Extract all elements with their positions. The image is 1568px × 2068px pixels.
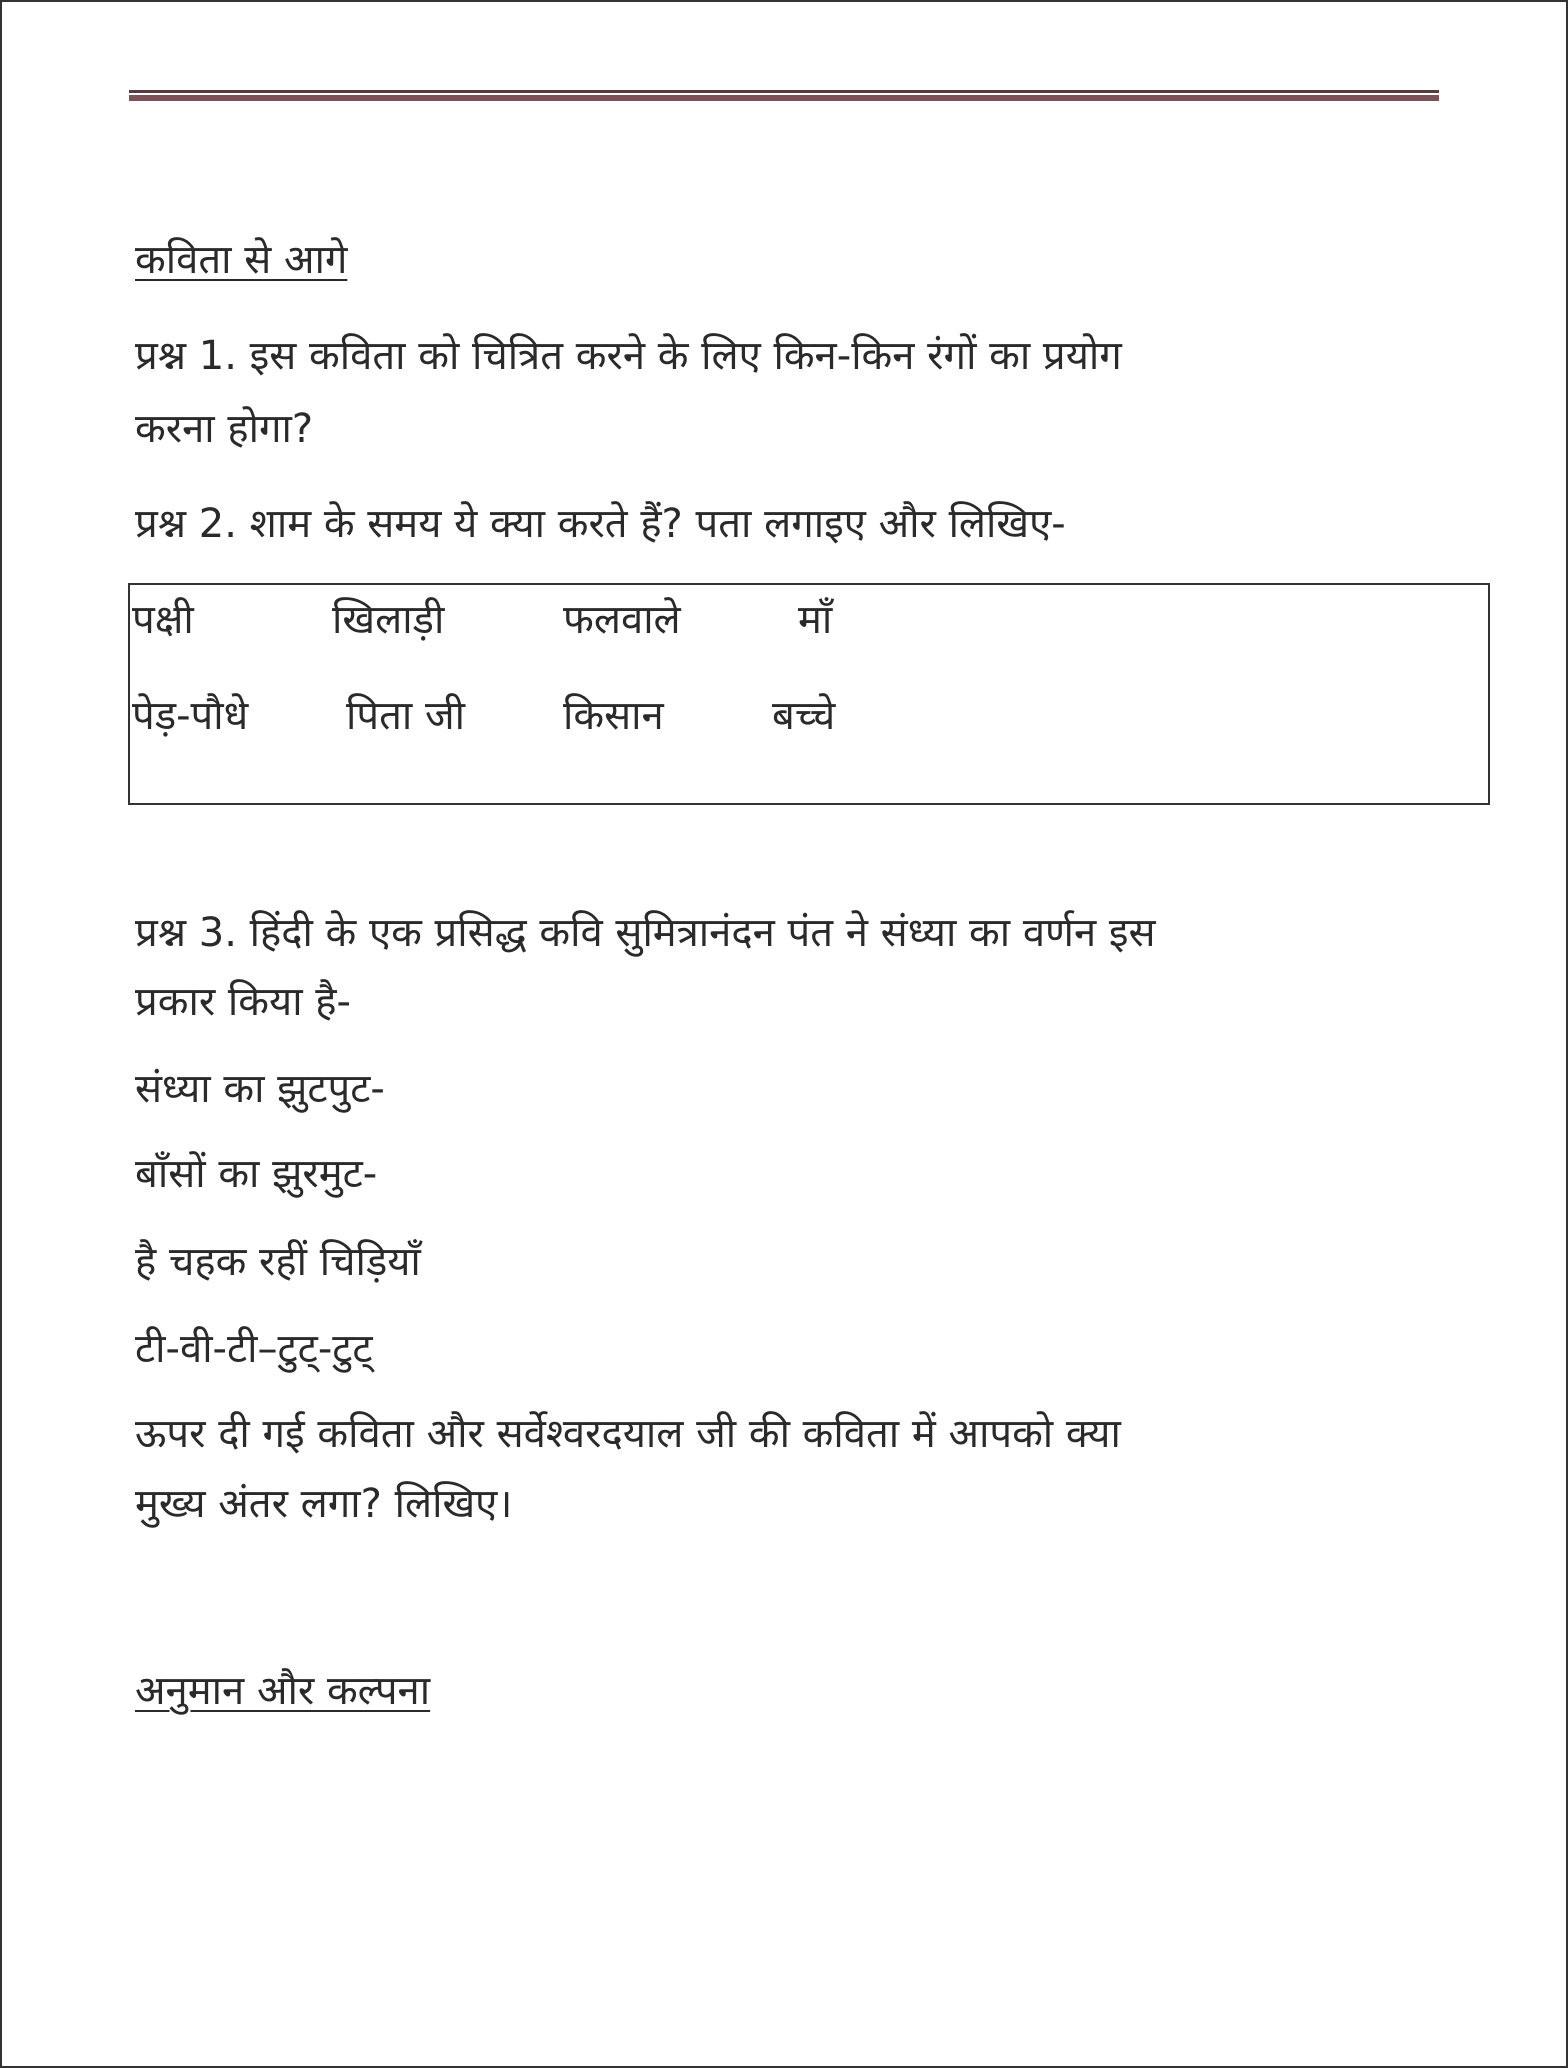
table-cell: माँ bbox=[798, 597, 833, 643]
section-heading: अनुमान और कल्पना bbox=[135, 1668, 431, 1714]
header-rule-thick bbox=[129, 95, 1439, 101]
table-cell: पेड़-पौधे bbox=[132, 693, 249, 739]
table-cell: पिता जी bbox=[346, 693, 465, 739]
table-cell: बच्चे bbox=[772, 693, 836, 739]
question-1-line-2: करना होगा? bbox=[135, 406, 314, 452]
table-cell: खिलाड़ी bbox=[332, 597, 445, 643]
poem-line: बाँसों का झुरमुट- bbox=[135, 1151, 378, 1197]
question-2: प्रश्न 2. शाम के समय ये क्या करते हैं? पता लगाइए और लिखिए- bbox=[135, 501, 1066, 547]
question-3-line-3: ऊपर दी गई कविता और सर्वेश्वरदयाल जी की कविता में आपको क्या bbox=[135, 1411, 1121, 1457]
question-1-line-1: प्रश्न 1. इस कविता को चित्रित करने के लिए किन-किन रंगों का प्रयोग bbox=[135, 333, 1122, 379]
section-heading: कविता से आगे bbox=[135, 237, 348, 283]
poem-line: है चहक रहीं चिड़ियाँ bbox=[135, 1239, 421, 1285]
question-3-line-2: प्रकार किया है- bbox=[135, 979, 351, 1025]
table-cell: किसान bbox=[563, 693, 664, 739]
poem-line: टी-वी-टी–टुट्-टुट् bbox=[135, 1326, 373, 1372]
table-cell: फलवाले bbox=[563, 597, 681, 643]
poem-line: संध्या का झुटपुट- bbox=[135, 1066, 385, 1112]
table-cell: पक्षी bbox=[132, 597, 194, 643]
header-rule bbox=[129, 90, 1439, 93]
question-3-line-1: प्रश्न 3. हिंदी के एक प्रसिद्ध कवि सुमित्रानंदन पंत ने संध्या का वर्णन इस bbox=[135, 910, 1156, 956]
question-3-line-4: मुख्य अंतर लगा? लिखिए। bbox=[135, 1481, 513, 1527]
